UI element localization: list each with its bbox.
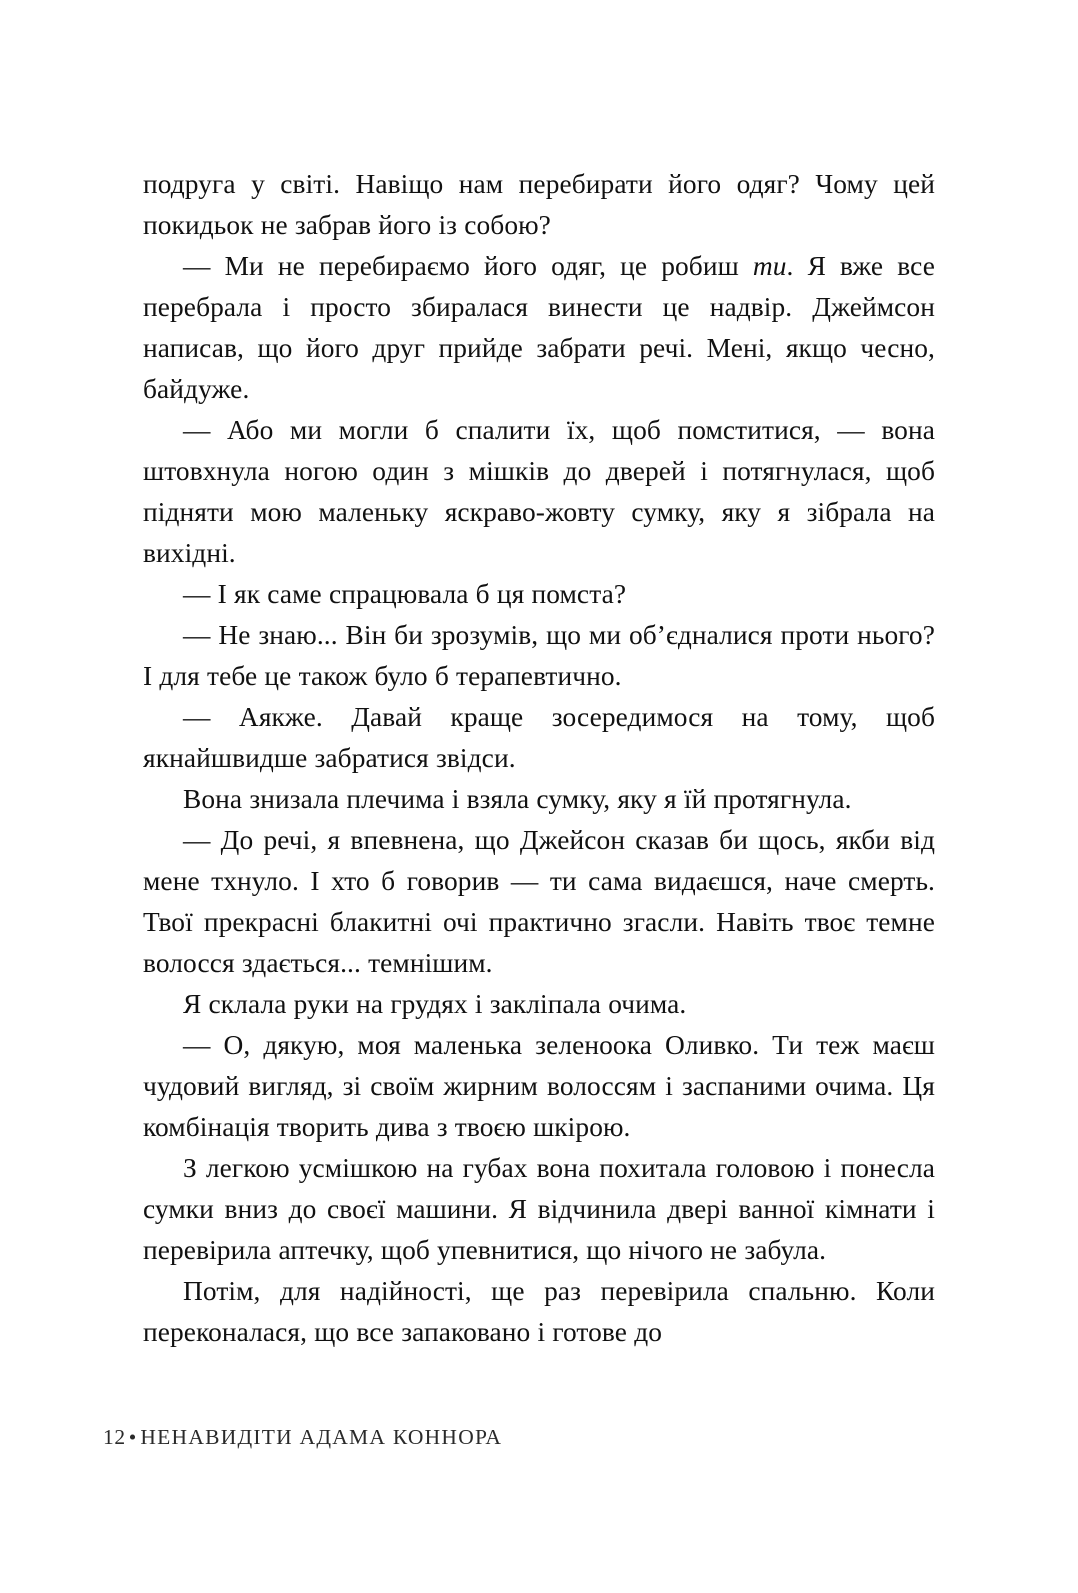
paragraph: — Аякже. Давай краще зосередимося на тому, щоб якнайшвидше забратися звідси. <box>143 702 935 773</box>
paragraph-text-after-italic: . Я вже все перебрала і просто збиралася винести це надвір. Джеймсон написав, що його друг прийде забрати речі. Мені, якщо чесно, байдуже. <box>143 251 935 404</box>
paragraph: подруга у світі. Навіщо нам перебирати його одяг? Чому цей покидьок не забрав його із собою? <box>143 169 935 240</box>
paragraph-text-before-italic: — Ми не перебираємо його одяг, це робиш <box>183 251 753 281</box>
paragraph: Вона знизала плечима і взяла сумку, яку я їй протягнула. <box>183 784 852 814</box>
paragraph: — Не знаю... Він би зрозумів, що ми об’єдналися проти нього? І для тебе це також було б терапевтично. <box>143 620 935 691</box>
paragraph: — О, дякую, моя маленька зеленоока Оливко. Ти теж маєш чудовий вигляд, зі своїм жирним волоссям і заспаними очима. Ця комбінація творить дива з твоєю шкірою. <box>143 1030 935 1142</box>
paragraph: З легкою усмішкою на губах вона похитала головою і понесла сумки вниз до своєї машини. Я відчинила двері ванної кімнати і перевірила аптечку, щоб упевнитися, що нічого не забула. <box>143 1153 935 1265</box>
paragraph: Я склала руки на грудях і закліпала очима. <box>183 989 687 1019</box>
page-footer <box>103 1424 502 1450</box>
paragraph: — І як саме спрацювала б ця помста? <box>183 579 627 609</box>
paragraph: — До речі, я впевнена, що Джейсон сказав би щось, якби від мене тхнуло. І хто б говорив — ти сама видаєшся, наче смерть. Твої прекрасні блакитні очі практично згасли. Навіть твоє темне волосся здається... темнішим. <box>143 825 935 978</box>
running-title: НЕНАВИДІТИ АДАМА КОННОРА <box>140 1425 503 1449</box>
bullet-separator-icon: • <box>128 1425 138 1449</box>
paragraph: Потім, для надійності, ще раз перевірила спальню. Коли переконалася, що все запаковано і готове до <box>143 1276 935 1347</box>
emphasis-word: ти <box>752 251 787 281</box>
body-text-column <box>143 164 935 1353</box>
paragraph-with-italic <box>143 246 935 410</box>
page-number: 12 <box>103 1425 126 1449</box>
paragraph: — Або ми могли б спалити їх, щоб помститися, — вона штовхнула ногою один з мішків до дверей і потягнулася, щоб підняти мою маленьку яскраво-жовту сумку, яку я зібрала на вихідні. <box>143 415 935 568</box>
